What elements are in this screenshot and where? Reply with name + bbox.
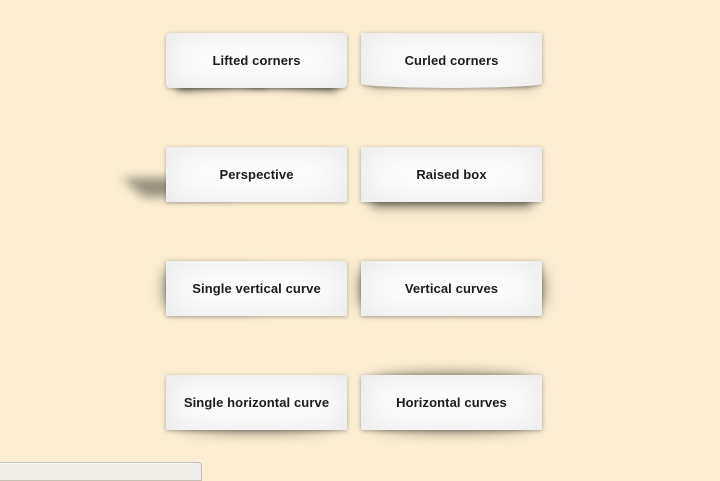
demo-box-lifted-corners [166, 33, 347, 88]
shadow-demo-grid [166, 33, 542, 430]
demo-box-perspective [166, 147, 347, 202]
demo-box-vertical-curves [361, 261, 542, 316]
demo-box-raised [361, 147, 542, 202]
demo-box-single-horizontal-curve [166, 375, 347, 430]
box-label-curled-corners: Curled corners [404, 53, 499, 68]
demo-box-single-vertical-curve [166, 261, 347, 316]
box-label-horizontal-curves: Horizontal curves [396, 395, 507, 410]
box-label-lifted-corners: Lifted corners [212, 53, 301, 68]
demo-box-horizontal-curves [361, 375, 542, 430]
status-bubble [0, 462, 202, 481]
box-label-single-horizontal-curve: Single horizontal curve [183, 395, 330, 410]
box-label-single-vertical-curve: Single vertical curve [192, 281, 321, 296]
box-label-perspective: Perspective [219, 167, 294, 182]
box-label-raised: Raised box [416, 167, 487, 182]
box-label-vertical-curves: Vertical curves [404, 281, 499, 296]
demo-box-curled-corners [361, 33, 542, 88]
